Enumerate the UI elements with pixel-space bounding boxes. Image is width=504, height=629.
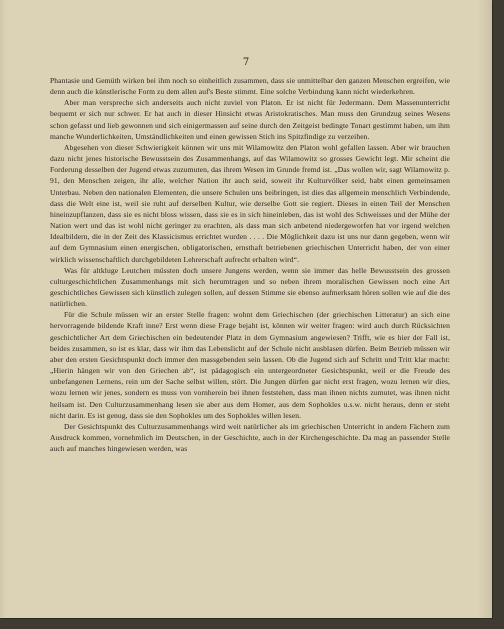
paragraph-4: Was für altkluge Leutchen müssten doch unsere Jungens werden, wenn sie immer das helle Bewusstsein des grossen culturgeschichtlichen Zusammenhangs mit sich herumtragen und so neben ihrem moralischen Gewissen noch eine Art geschichtliches Gewissen sich künstlich zulegen sollen, auf dessen Stimme sie ebenso aufmerksam hören sollen wie auf die des natürlichen. [50, 265, 450, 309]
paragraph-3: Abgesehen von dieser Schwierigkeit können wir uns mit Wilamowitz den Platon wohl gefallen lassen. Aber wir brauchen dazu nicht jenes historische Bewusstsein des Zusammenhangs, auf das Wilamowitz so grosses Gewicht legt. Mir scheint die Forderung desselben der Jugend etwas zuzumuten, das ihrem Wesen im Grunde fremd ist. „Das wollen wir, sagt Wilamowitz p. 91, den Menschen zeigen, ihr alle, welcher Nation ihr auch seid, soweit ihr Kulturvölker seid, habt einen gemeinsamen Unterbau. Neben den nationalen Elementen, die unsere Schulen uns beibringen, ist dies das allgemein menschlich Verbindende, dass die Welt eine ist, weil sie ruht auf derselben Kultur, wie derselbe Gott sie regiert. Dieses in einen Teil der Menschen hineinzupflanzen, dass sie es nicht bloss wissen, dass sie es in sich hineinleben, das ist wohl des Schweisses und der Mühe der Nation wert und das ist wohl nicht geringer zu erachten, als dass man sich anbetend niedergeworfen hat vor irgend welchen Idealbildern, die in der Zeit des Klassicismus errichtet wurden . . . . Die Möglichkeit dazu ist uns nur dann gegeben, wenn wir auf dem Gymnasium einen energischen, obligatorischen, ernsthaft betriebenen griechischen Unterricht haben, der von einer wirklich wissenschaftlich durchgebildeten Lehrerschaft aufrecht erhalten wird“. [50, 142, 450, 264]
paragraph-6: Der Gesichtspunkt des Culturzusammenhangs wird weit natürlicher als im griechischen Unterricht in andern Fächern zum Ausdruck kommen, vornehmlich im Deutschen, in der Geschichte, auch in der Kirchengeschichte. Da mag an passender Stelle auch auf manches hingewiesen werden, was [50, 421, 450, 454]
paragraph-1: Phantasie und Gemüth wirken bei ihm noch so einheitlich zusammen, dass sie unmittelbar den ganzen Menschen ergreifen, wie denn auch die künstlerische Form zu dem allen auf's Beste stimmt. Eine solche Verbindung kann nicht wiederkehren. [50, 76, 450, 97]
paragraph-2: Aber man verspreche sich anderseits auch nicht zuviel von Platon. Er ist nicht für Jedermann. Dem Massenunterricht bequemt er sich nur schwer. Er hat auch in dieser Hinsicht etwas Aristokratisches. Man muss den Grundzug seines Wesens schon gefasst und lieb gewonnen und sich einigermassen auf seine durch den Zeitgeist bedingte Tonart gestimmt haben, um ihm manche Wunderlichkeiten, Umständlichkeiten und einen gewissen Stich ins Spitzfindige zu verzeihen. [50, 98, 450, 141]
body-text [50, 75, 450, 454]
paragraph-5: Für die Schule müssen wir an erster Stelle fragen: wohnt dem Griechischen (der griechischen Litteratur) an sich eine hervorragende bildende Kraft inne? Erst wenn diese Frage bejaht ist, können wir weiter fragen: wird auch durch Rücksichten geschichtlicher Art dem Griechischen ein bedeutender Platz in dem Gymnasium angewiesen? Trifft, wie es hier der Fall ist, beides zusammen, so ist es klar, dass wir ihm das Lebenslicht auf der Schule nicht ausblasen dürfen. Beim Betrieb müssen wir aber den ersten Gesichtspunkt doch immer den massgebenden sein lassen. Ob die Jugend sich auf Schritt und Tritt klar macht: „Hierin hängen wir von den Griechen ab“, ist pädagogisch ein untergeordneter Gesichtspunkt, weil er die Freude des unbefangenen Lernens, rein um der Sache selbst willen, stört. Die Jungen dürfen gar nicht erst fragen, wozu lernen wir dies, wozu lernen wir jenes, sondern es muss von vornherein bei ihnen feststehen, dass man ihnen nichts zumutet, was ihnen nicht heilsam ist. Den Culturzusammenhang lesen sie aber aus dem Homer, aus dem Sophokles u.s.w. nicht heraus, denn er steht nicht darin. Es ist genug, dass sie den Sophokles um des Sophokles willen lesen. [50, 310, 450, 420]
page-number: 7 [242, 57, 250, 68]
